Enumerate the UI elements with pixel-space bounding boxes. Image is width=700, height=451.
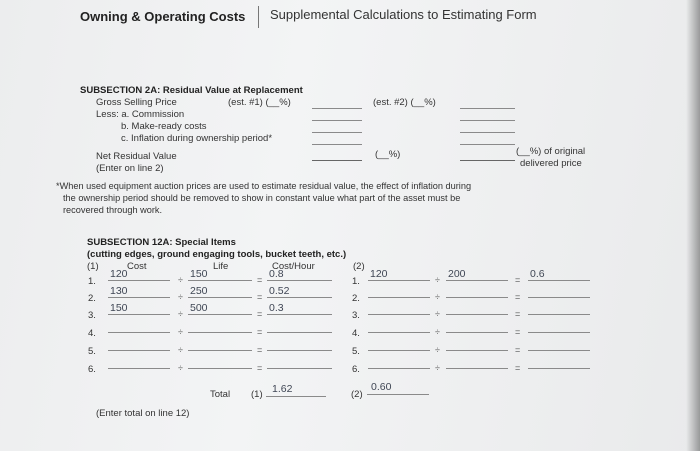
life-field-1[interactable]: [188, 368, 252, 369]
inflation-est1-line[interactable]: [312, 144, 362, 145]
cost-hour-field-1[interactable]: [267, 297, 332, 298]
col-group-1-label: (1): [87, 261, 99, 272]
inflation-est2-line[interactable]: [460, 144, 515, 145]
life-field-2[interactable]: [446, 350, 508, 351]
subsection-12a-title: SUBSECTION 12A: Special Items: [87, 237, 236, 248]
row-number: 1.: [352, 276, 360, 287]
note-line-1: *When used equipment auction prices are used to estimate residual value, the effect of inflation during: [56, 181, 472, 191]
gross-selling-price-label: Gross Selling Price: [96, 97, 177, 108]
note-line-2: the ownership period should be removed to show in constant value what part of the asset must be: [63, 193, 461, 203]
pct-original-label: (__%) of original: [516, 146, 586, 157]
cost-field-2[interactable]: [368, 332, 430, 333]
row-number: 2.: [352, 293, 360, 304]
row-number: 6.: [88, 364, 96, 375]
commission-est1-line[interactable]: [312, 120, 362, 121]
cost-hour-header: Cost/Hour: [272, 261, 315, 272]
subsection-2a-title: SUBSECTION 2A: Residual Value at Replacement: [80, 85, 303, 96]
net-pct-label: (__%): [375, 149, 401, 160]
total-1-tag: (1): [251, 389, 263, 400]
life-field-1[interactable]: [188, 314, 252, 315]
cost-hour-field-2[interactable]: [528, 350, 590, 351]
life-value: 500: [190, 302, 208, 314]
cost-field-1[interactable]: [108, 314, 170, 315]
cost-hour-field-1[interactable]: [267, 368, 332, 369]
cost-hour-value: 0.3: [269, 302, 284, 314]
cost-hour-field-2[interactable]: [528, 280, 590, 281]
delivered-price-label: delivered price: [520, 158, 582, 169]
cost-value: 130: [110, 285, 128, 297]
row-number: 5.: [352, 346, 360, 357]
cost-hour-field-1[interactable]: [267, 332, 332, 333]
cost-hour-field-1[interactable]: [267, 314, 332, 315]
cost-value: 150: [110, 302, 128, 314]
row-number: 6.: [352, 364, 360, 375]
cost-field-1[interactable]: [108, 297, 170, 298]
cost-hour-value: 0.6: [530, 268, 545, 280]
cost-field-2[interactable]: [368, 280, 430, 281]
divide-icon: ÷: [178, 345, 183, 355]
make-ready-label: b. Make-ready costs: [121, 121, 207, 132]
net-est2-line[interactable]: [460, 160, 515, 161]
divide-icon: ÷: [178, 292, 183, 302]
cost-field-2[interactable]: [368, 314, 430, 315]
total-2-tag: (2): [351, 389, 363, 400]
equals-icon: =: [257, 327, 263, 337]
divide-icon: ÷: [178, 275, 183, 285]
life-field-2[interactable]: [446, 297, 508, 298]
row-number: 2.: [88, 293, 96, 304]
divide-icon: ÷: [435, 327, 440, 337]
cost-hour-value: 0.52: [269, 285, 290, 297]
commission-label: Less: a. Commission: [96, 109, 185, 120]
commission-est2-line[interactable]: [460, 120, 515, 121]
life-field-1[interactable]: [188, 280, 252, 281]
est2-label: (est. #2) (__%): [373, 97, 436, 108]
row-number: 4.: [352, 328, 360, 339]
divide-icon: ÷: [435, 275, 440, 285]
make-ready-est1-line[interactable]: [312, 132, 362, 133]
equals-icon: =: [257, 275, 263, 285]
enter-line2-note: (Enter on line 2): [96, 163, 164, 174]
divide-icon: ÷: [178, 327, 183, 337]
net-residual-label: Net Residual Value: [96, 151, 177, 162]
cost-field-1[interactable]: [108, 368, 170, 369]
life-field-1[interactable]: [188, 332, 252, 333]
page-edge-shadow: [686, 0, 700, 451]
equals-icon: =: [515, 327, 521, 337]
cost-field-1[interactable]: [108, 280, 170, 281]
cost-hour-field-2[interactable]: [528, 368, 590, 369]
life-field-2[interactable]: [446, 332, 508, 333]
cost-hour-field-2[interactable]: [528, 314, 590, 315]
total-1-line[interactable]: [266, 396, 326, 397]
inflation-label: c. Inflation during ownership period*: [121, 133, 273, 144]
header-divider: [258, 6, 259, 28]
equals-icon: =: [515, 309, 521, 319]
cost-field-2[interactable]: [368, 297, 430, 298]
note-line-3: recovered through work.: [63, 205, 163, 215]
equals-icon: =: [257, 363, 263, 373]
life-field-1[interactable]: [188, 350, 252, 351]
gross-est1-line[interactable]: [312, 108, 362, 109]
divide-icon: ÷: [178, 309, 183, 319]
total-2-line[interactable]: [367, 394, 429, 395]
enter-line12-note: (Enter total on line 12): [96, 408, 190, 419]
page-title: Owning & Operating Costs: [80, 9, 246, 24]
subsection-12a-subtitle: (cutting edges, ground engaging tools, bucket teeth, etc.): [87, 249, 347, 260]
cost-field-1[interactable]: [108, 332, 170, 333]
total-2-value: 0.60: [371, 381, 392, 393]
row-number: 1.: [88, 276, 96, 287]
est1-label: (est. #1) (__%): [228, 97, 291, 108]
row-number: 3.: [352, 310, 360, 321]
equals-icon: =: [515, 363, 521, 373]
cost-hour-field-1[interactable]: [267, 280, 332, 281]
equals-icon: =: [515, 275, 521, 285]
total-label: Total: [210, 389, 231, 400]
life-value: 150: [190, 268, 208, 280]
cost-hour-field-2[interactable]: [528, 297, 590, 298]
cost-header: Cost: [127, 261, 147, 272]
page-subtitle: Supplemental Calculations to Estimating Form: [270, 7, 537, 22]
cost-field-2[interactable]: [368, 350, 430, 351]
cost-field-2[interactable]: [368, 368, 430, 369]
equals-icon: =: [515, 292, 521, 302]
col-group-2-label: (2): [353, 261, 365, 272]
cost-value: 120: [110, 268, 128, 280]
equals-icon: =: [257, 309, 263, 319]
cost-value: 120: [370, 268, 388, 280]
divide-icon: ÷: [435, 309, 440, 319]
cost-hour-field-2[interactable]: [528, 332, 590, 333]
life-value: 200: [448, 268, 466, 280]
divide-icon: ÷: [435, 292, 440, 302]
equals-icon: =: [515, 345, 521, 355]
net-est1-line[interactable]: [312, 160, 362, 161]
gross-est2-line[interactable]: [460, 108, 515, 109]
divide-icon: ÷: [435, 363, 440, 373]
row-number: 3.: [88, 310, 96, 321]
life-field-2[interactable]: [446, 280, 508, 281]
equals-icon: =: [257, 292, 263, 302]
equals-icon: =: [257, 345, 263, 355]
life-field-2[interactable]: [446, 314, 508, 315]
row-number: 5.: [88, 346, 96, 357]
divide-icon: ÷: [435, 345, 440, 355]
life-field-1[interactable]: [188, 297, 252, 298]
life-field-2[interactable]: [446, 368, 508, 369]
cost-hour-value: 0.8: [269, 268, 284, 280]
life-value: 250: [190, 285, 208, 297]
cost-field-1[interactable]: [108, 350, 170, 351]
life-header: Life: [213, 261, 229, 272]
total-1-value: 1.62: [272, 383, 293, 395]
make-ready-est2-line[interactable]: [460, 132, 515, 133]
cost-hour-field-1[interactable]: [267, 350, 332, 351]
divide-icon: ÷: [178, 363, 183, 373]
row-number: 4.: [88, 328, 96, 339]
